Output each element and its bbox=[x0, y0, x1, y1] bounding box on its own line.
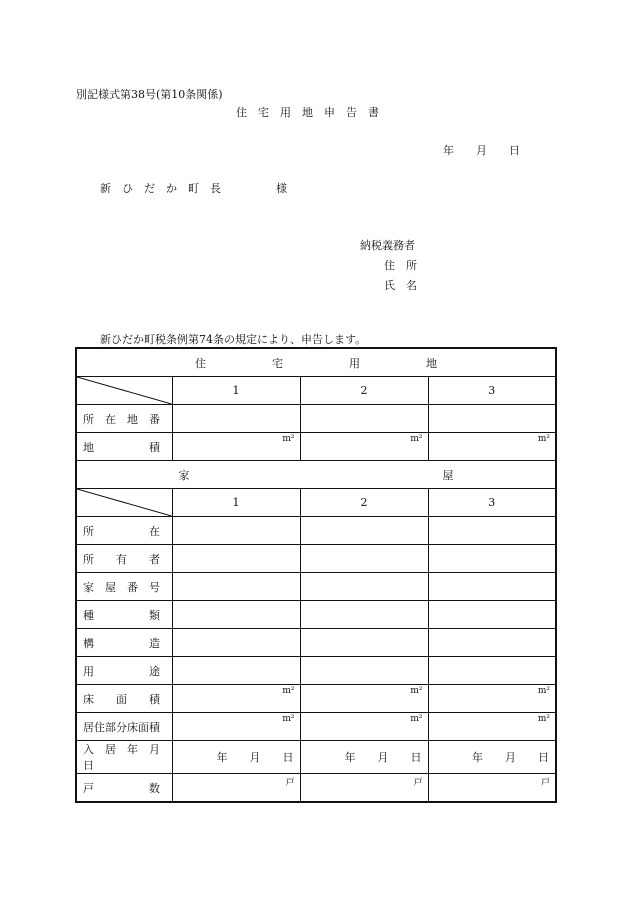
house-entry-cell[interactable] bbox=[300, 774, 428, 803]
house-entry-cell[interactable] bbox=[172, 774, 300, 803]
house-entry-cell[interactable] bbox=[300, 713, 428, 741]
house-row bbox=[76, 517, 556, 545]
row-label: 所 在 bbox=[76, 517, 172, 545]
row-label: 所 有 者 bbox=[76, 545, 172, 573]
land-column-2: 2 bbox=[300, 377, 428, 405]
land-column-header-row bbox=[76, 377, 556, 405]
house-heading-row bbox=[76, 461, 556, 489]
house-row bbox=[76, 601, 556, 629]
form-reference: 別記様式第38号(第10条関係) bbox=[76, 88, 223, 101]
unit-label: m² bbox=[410, 434, 423, 444]
unit-label: m² bbox=[537, 714, 550, 724]
house-row bbox=[76, 657, 556, 685]
house-column-1: 1 bbox=[172, 489, 300, 517]
house-row bbox=[76, 545, 556, 573]
house-entry-cell[interactable] bbox=[300, 601, 428, 629]
house-entry-cell[interactable] bbox=[172, 657, 300, 685]
house-entry-cell[interactable] bbox=[172, 741, 300, 774]
row-label: 家 屋 番 号 bbox=[76, 573, 172, 601]
unit-label: m² bbox=[537, 434, 550, 444]
land-area-3[interactable] bbox=[428, 433, 556, 461]
house-row bbox=[76, 629, 556, 657]
unit-label: m² bbox=[410, 714, 423, 724]
unit-label: m² bbox=[537, 686, 550, 696]
house-entry-cell[interactable] bbox=[300, 685, 428, 713]
date-placeholder: 年 月 日 bbox=[472, 751, 549, 764]
house-entry-cell[interactable] bbox=[428, 713, 556, 741]
house-section-heading: 家 屋 bbox=[76, 461, 556, 489]
land-area-2[interactable] bbox=[300, 433, 428, 461]
taxpayer-role: 納税義務者 bbox=[360, 239, 415, 252]
house-entry-cell[interactable] bbox=[428, 573, 556, 601]
date-line: 年 月 日 bbox=[443, 144, 520, 157]
house-entry-cell[interactable] bbox=[172, 545, 300, 573]
house-entry-cell[interactable] bbox=[172, 713, 300, 741]
diagonal-corner-cell bbox=[76, 489, 172, 517]
unit-label: m² bbox=[282, 714, 295, 724]
house-row bbox=[76, 774, 556, 803]
house-row bbox=[76, 685, 556, 713]
land-location-1[interactable] bbox=[172, 405, 300, 433]
unit-label: 戸 bbox=[413, 778, 423, 788]
unit-label: 戸 bbox=[540, 778, 550, 788]
house-entry-cell[interactable] bbox=[300, 629, 428, 657]
house-entry-cell[interactable] bbox=[428, 517, 556, 545]
land-column-1: 1 bbox=[172, 377, 300, 405]
row-label: 用 途 bbox=[76, 657, 172, 685]
row-label: 床 面 積 bbox=[76, 685, 172, 713]
house-column-header-row bbox=[76, 489, 556, 517]
row-label: 地 積 bbox=[76, 433, 172, 461]
row-label: 戸 数 bbox=[76, 774, 172, 803]
house-column-3: 3 bbox=[428, 489, 556, 517]
house-entry-cell[interactable] bbox=[300, 741, 428, 774]
house-entry-cell[interactable] bbox=[428, 545, 556, 573]
house-entry-cell[interactable] bbox=[428, 601, 556, 629]
house-entry-cell[interactable] bbox=[172, 629, 300, 657]
house-entry-cell[interactable] bbox=[300, 657, 428, 685]
house-entry-cell[interactable] bbox=[300, 517, 428, 545]
diagonal-corner-cell bbox=[76, 377, 172, 405]
taxpayer-block bbox=[360, 236, 417, 296]
house-entry-cell[interactable] bbox=[428, 657, 556, 685]
date-placeholder: 年 月 日 bbox=[216, 751, 294, 764]
land-row-area bbox=[76, 433, 556, 461]
house-entry-cell[interactable] bbox=[428, 629, 556, 657]
declaration-table bbox=[75, 347, 557, 803]
row-label: 構 造 bbox=[76, 629, 172, 657]
unit-label: m² bbox=[282, 686, 295, 696]
house-entry-cell[interactable] bbox=[300, 545, 428, 573]
declaration-statement: 新ひだか町税条例第74条の規定により、申告します。 bbox=[100, 333, 367, 346]
unit-label: m² bbox=[282, 434, 295, 444]
row-label: 所 在 地 番 bbox=[76, 405, 172, 433]
land-column-3: 3 bbox=[428, 377, 556, 405]
row-label: 居住部分床面積 bbox=[76, 713, 172, 741]
land-area-1[interactable] bbox=[172, 433, 300, 461]
land-location-2[interactable] bbox=[300, 405, 428, 433]
house-entry-cell[interactable] bbox=[428, 774, 556, 803]
unit-label: m² bbox=[410, 686, 423, 696]
house-column-2: 2 bbox=[300, 489, 428, 517]
house-entry-cell[interactable] bbox=[428, 685, 556, 713]
row-label: 入 居 年 月 日 bbox=[76, 741, 172, 774]
date-placeholder: 年 月 日 bbox=[344, 751, 422, 764]
house-entry-cell[interactable] bbox=[172, 573, 300, 601]
unit-label: 戸 bbox=[285, 778, 295, 788]
house-row bbox=[76, 713, 556, 741]
house-entry-cell[interactable] bbox=[300, 573, 428, 601]
taxpayer-address-label: 住 所 bbox=[384, 259, 417, 272]
document-title: 住 宅 用 地 申 告 書 bbox=[236, 106, 379, 119]
land-heading-row bbox=[76, 348, 556, 377]
row-label: 種 類 bbox=[76, 601, 172, 629]
house-entry-cell[interactable] bbox=[172, 601, 300, 629]
taxpayer-name-label: 氏 名 bbox=[384, 279, 417, 292]
land-section-heading: 住 宅 用 地 bbox=[76, 348, 556, 377]
house-row bbox=[76, 573, 556, 601]
house-entry-cell[interactable] bbox=[428, 741, 556, 774]
house-entry-cell[interactable] bbox=[172, 517, 300, 545]
house-row bbox=[76, 741, 556, 774]
house-entry-cell[interactable] bbox=[172, 685, 300, 713]
addressee: 新 ひ だ か 町 長 様 bbox=[100, 182, 287, 195]
land-row-location bbox=[76, 405, 556, 433]
land-location-3[interactable] bbox=[428, 405, 556, 433]
